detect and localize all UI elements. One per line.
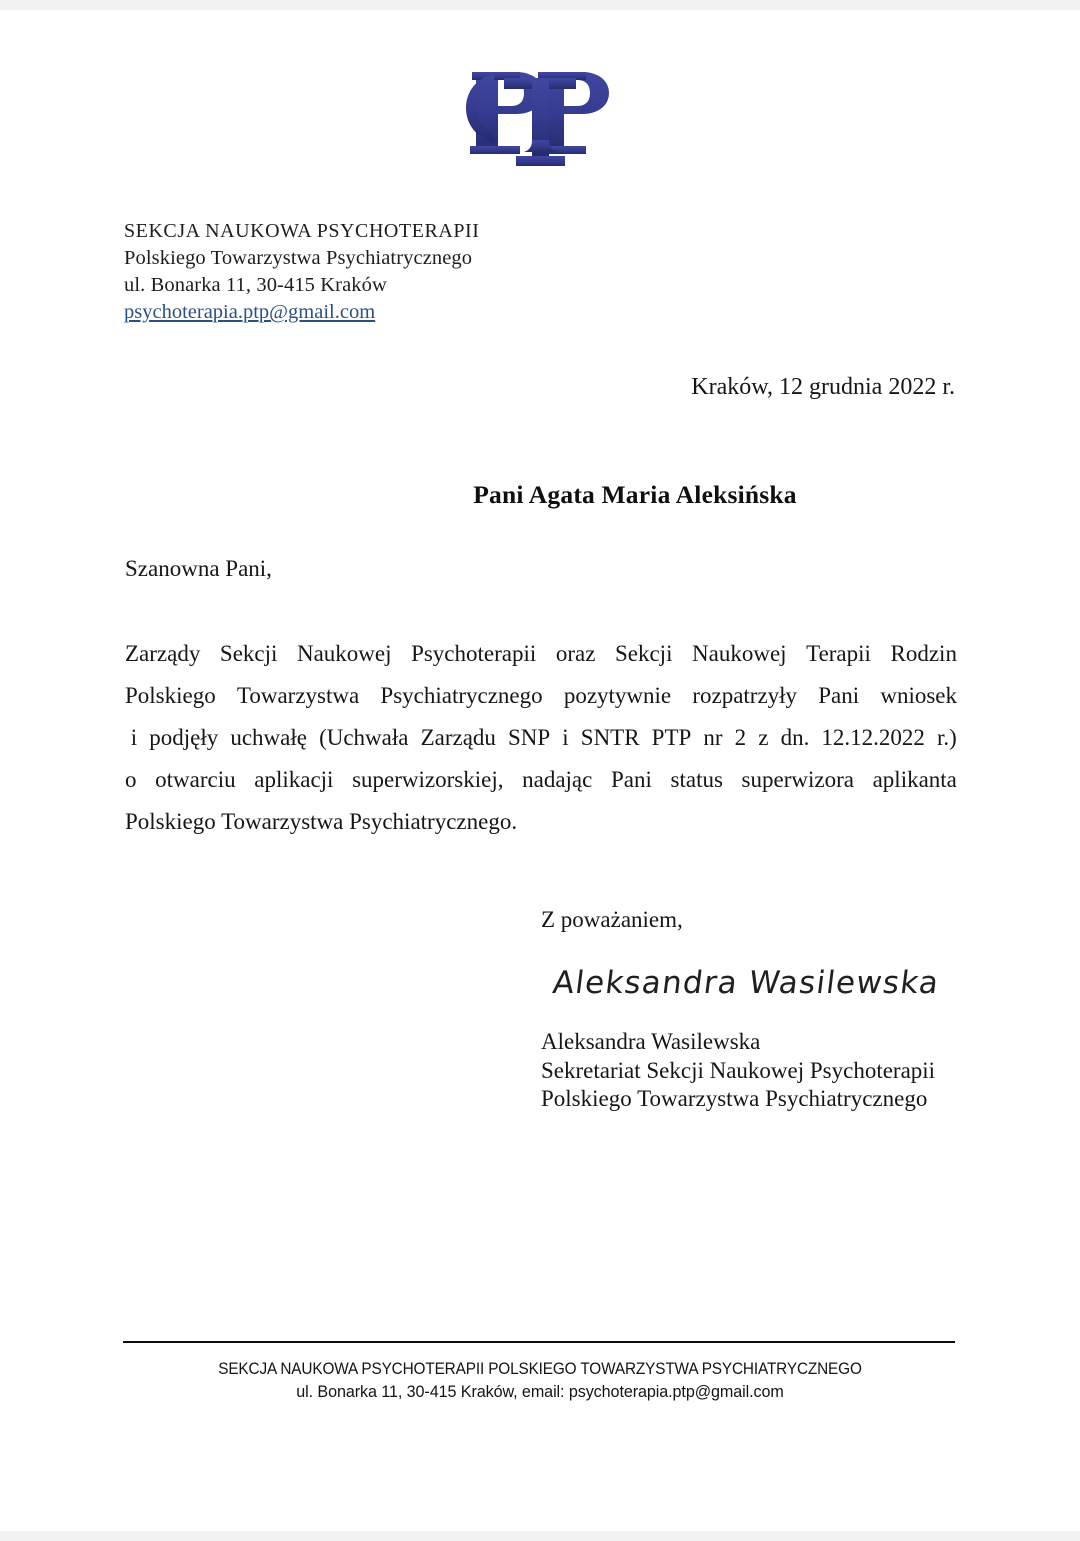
body-word: Psychoterapii [411,641,537,666]
body-word: SNP [508,725,551,750]
body-word: rozpatrzyły [692,683,798,708]
body-word: Naukowej [692,641,787,666]
body-word: PTP [651,725,692,750]
body-line-3 [125,717,957,759]
body-word: Pani [610,767,652,792]
body-line-2 [125,675,957,717]
body-word: r.) [937,725,957,750]
body-word: o [125,767,137,792]
body-line-1 [125,633,957,675]
body-word: Zarządu [420,725,496,750]
body-word: nadając [522,767,593,792]
body-word: aplikanta [872,767,957,792]
body-word: Zarządy [125,641,201,666]
letterhead-org-parent: Polskiego Towarzystwa Psychiatrycznego [124,247,473,269]
letter-body [125,633,957,843]
document-page [0,10,1080,1531]
body-word: SNTR [580,725,640,750]
date-line: Kraków, 12 grudnia 2022 r. [691,374,955,400]
body-word: Sekcji [614,641,673,666]
letterhead-org-name: SEKCJA NAUKOWA PSYCHOTERAPII [124,220,480,242]
body-word: (Uchwała [319,725,409,750]
body-word: Psychiatrycznego [380,683,543,708]
letterhead-logo [0,58,1080,175]
body-word: otwarciu [155,767,236,792]
letterhead-email-link[interactable]: psychoterapia.ptp@gmail.com [124,301,376,323]
footer-divider [123,1341,955,1343]
body-word: superwizora [741,767,854,792]
body-word: Terapii [806,641,871,666]
body-word: wniosek [880,683,957,708]
salutation: Szanowna Pani, [125,556,272,581]
body-word: dn. [780,725,810,750]
signatory-org: Polskiego Towarzystwa Psychiatrycznego [541,1086,928,1111]
ptp-monogram-logo [464,58,616,170]
body-word: 12.12.2022 [821,725,925,750]
letterhead-address: ul. Bonarka 11, 30-415 Kraków [124,274,387,296]
body-word: superwizorskiej, [352,767,504,792]
body-line-4 [125,759,957,801]
body-word: aplikacji [254,767,334,792]
body-word: oraz [555,641,596,666]
body-word: uchwałę [230,725,307,750]
body-word: Rodzin [890,641,957,666]
body-word: Naukowej [296,641,392,666]
body-word: pozytywnie [563,683,672,708]
footer-org-line: SEKCJA NAUKOWA PSYCHOTERAPII POLSKIEGO TOWARZYSTWA PSYCHIATRYCZNEGO [218,1360,862,1378]
signatory-role: Sekretariat Sekcji Naukowej Psychoterapii [541,1057,936,1083]
body-word: podjęły [149,725,219,750]
body-word: z [758,725,769,750]
body-word: i [562,725,569,750]
letterhead-address-block [124,218,644,326]
body-word: 2 [734,725,747,750]
body-word: Pani [818,683,860,708]
body-word: nr [703,725,723,750]
footer-contact-line: ul. Bonarka 11, 30-415 Kraków, email: psychoterapia.ptp@gmail.com [296,1382,784,1401]
recipient-name: Pani Agata Maria Aleksińska [473,480,797,509]
closing-salutation: Z poważaniem, [541,907,683,932]
body-word: i [125,725,138,750]
signature-block [541,1028,1021,1114]
body-word: Sekcji [219,641,278,666]
body-word: Polskiego [125,683,216,708]
body-word: status [670,767,723,792]
body-word: Towarzystwa [236,683,360,708]
signatory-name: Aleksandra Wasilewska [541,1029,761,1054]
page-footer [0,1358,1080,1403]
body-line-5: Polskiego Towarzystwa Psychiatrycznego. [125,809,518,834]
handwritten-signature: Aleksandra Wasilewska [550,965,942,1001]
